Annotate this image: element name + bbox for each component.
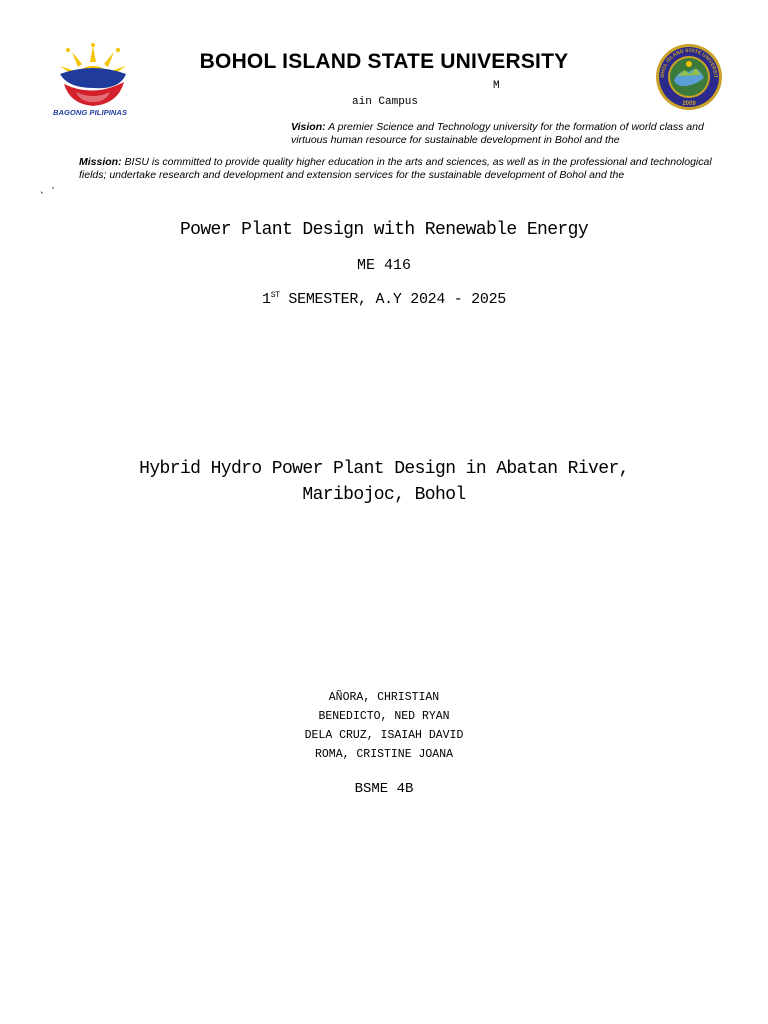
semester-text: SEMESTER, A.Y 2024 - 2025: [279, 291, 506, 308]
project-title-line-2: Maribojoc, Bohol: [302, 485, 466, 505]
bisu-seal: [654, 42, 724, 112]
mission-statement: [79, 156, 729, 182]
course-code: ME 416: [356, 257, 411, 274]
campus-initial: M: [493, 80, 500, 92]
project-title: [0, 456, 768, 508]
group-members: [0, 688, 768, 764]
member-name: BENEDICTO, NED RYAN: [318, 710, 450, 723]
seal-year: 2009: [682, 101, 696, 107]
stray-marks: ˎ ·: [40, 180, 57, 194]
member-name: DELA CRUZ, ISAIAH DAVID: [304, 729, 464, 742]
section-label: BSME 4B: [354, 781, 414, 797]
campus-label: ain Campus: [352, 96, 419, 108]
project-title-line-1: Hybrid Hydro Power Plant Design in Abatan River,: [139, 459, 629, 479]
vision-statement: [291, 121, 711, 147]
course-title: Power Plant Design with Renewable Energy: [179, 220, 589, 240]
university-name-text: BOHOL ISLAND STATE UNIVERSITY: [199, 50, 569, 73]
mission-label: Mission:: [79, 156, 122, 168]
semester-ordinal: ST: [270, 291, 280, 300]
member-name: AÑORA, CHRISTIAN: [328, 691, 440, 704]
member-name: ROMA, CRISTINE JOANA: [314, 748, 454, 761]
semester-number: 1: [262, 291, 271, 308]
vision-text: A premier Science and Technology university for the formation of world class and virtuous human resource for sustainable development in Bohol and the: [291, 121, 704, 146]
university-name: [0, 50, 768, 74]
mission-text: BISU is committed to provide quality higher education in the arts and sciences, as well as in the professional and technological fields; undertake research and development and extension services for the sustainable development of Bohol and the: [79, 156, 712, 181]
seal-ring-text: OHOL ISLAND STATE UNIVERSIT: [659, 47, 719, 79]
bagong-pilipinas-wordmark: BAGONG PILIPINAS: [52, 108, 128, 117]
semester-line: [0, 291, 768, 308]
vision-label: Vision:: [291, 121, 326, 133]
